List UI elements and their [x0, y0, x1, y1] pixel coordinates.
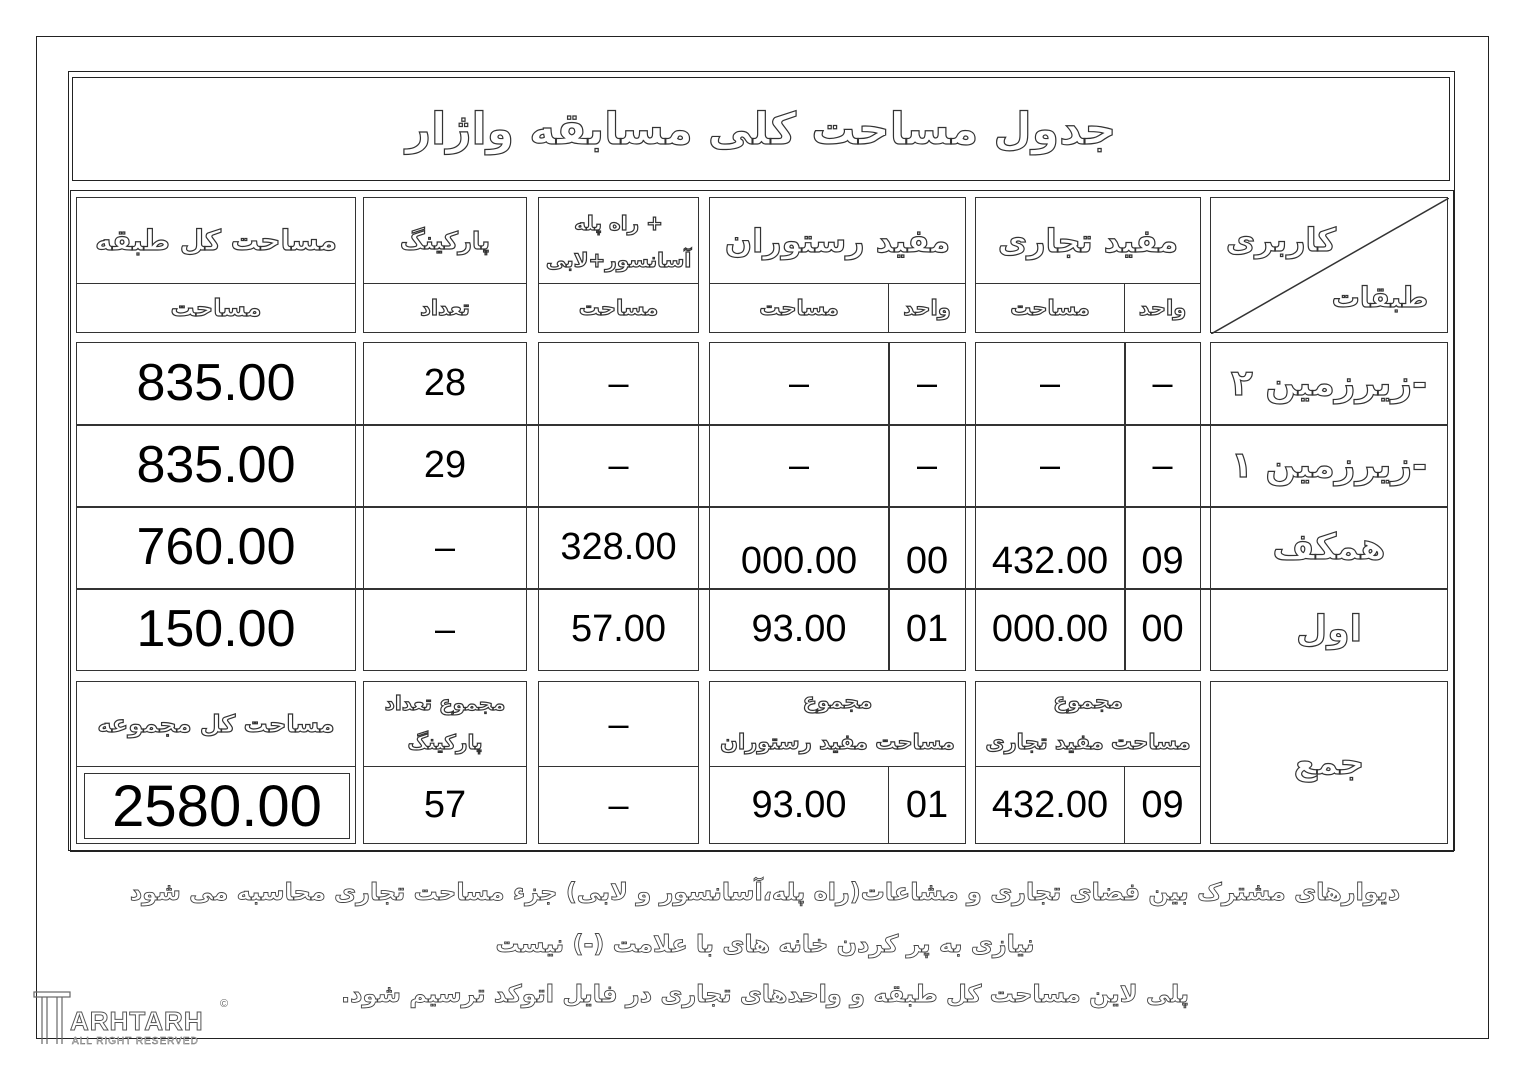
header-floors-label: طبقات [1331, 281, 1429, 314]
summary-commercial-line2: مساحت مفید تجاری [985, 730, 1191, 754]
row-com-unit: 09 [1141, 539, 1184, 582]
summary-parking-line2: پارکینگ [407, 730, 483, 754]
summary-commercial-unit: 09 [1141, 783, 1184, 826]
header-restaurant-label: مفید رستوران [724, 221, 951, 260]
header-total-area: مساحت [170, 294, 262, 322]
row-parking: – [434, 526, 456, 567]
row-total: 835.00 [136, 354, 296, 412]
row-res-area: 93.00 [751, 607, 847, 650]
row-res-unit: 01 [905, 607, 949, 650]
page-title: جدول مساحت کلی مسابقه واژار [405, 103, 1117, 155]
header-commercial-label: مفید تجاری [997, 221, 1179, 260]
logo-text: ARHTARH [70, 1006, 204, 1036]
summary-stairs-top-dash: – [608, 703, 629, 744]
header-parking-label: پارکینگ [400, 226, 490, 255]
row-total: 835.00 [136, 436, 296, 494]
summary-restaurant-line2: مساحت مفید رستوران [720, 730, 955, 754]
grand-total-value: 2580.00 [112, 773, 322, 839]
header-stairs-area: مساحت [578, 296, 659, 320]
row-stairs: – [608, 444, 629, 485]
row-floor-label: زیرزمین ۲- [1230, 362, 1428, 404]
summary-total-label: مساحت کل مجموعه [97, 710, 335, 738]
row-stairs: – [608, 362, 629, 403]
summary-stairs-bottom-dash: – [608, 784, 629, 825]
row-res-area: 000.00 [740, 539, 858, 582]
logo-copyright: © [220, 998, 229, 1010]
summary-parking-total: 57 [423, 783, 467, 826]
brand-logo [30, 988, 240, 1050]
row-parking: 28 [423, 361, 467, 404]
row-res-area: – [788, 444, 810, 485]
summary-parking-line1: مجموع تعداد [384, 691, 506, 715]
row-floor-label: زیرزمین ۱- [1230, 444, 1428, 486]
note-line-3: پلی لاین مساحت کل طبقه و واحدهای تجاری در فایل اتوکد ترسیم شود. [340, 980, 1190, 1008]
column-icon [30, 988, 74, 1048]
logo-subtext: ALL RIGHT RESERVED [72, 1036, 199, 1047]
summary-label: جمع [1293, 742, 1365, 783]
header-commercial-unit: واحد [1138, 296, 1187, 320]
row-parking: 29 [423, 443, 467, 486]
row-com-area: – [1039, 444, 1061, 485]
row-stairs: 328.00 [560, 525, 677, 568]
row-total: 150.00 [136, 600, 296, 658]
row-com-area: 432.00 [991, 539, 1109, 582]
summary-commercial-area: 432.00 [991, 783, 1109, 826]
row-com-area: – [1039, 362, 1061, 403]
row-res-unit: – [916, 444, 938, 485]
row-res-area: – [788, 362, 810, 403]
header-stairs-line1: راه پله + [574, 211, 663, 235]
header-parking-count: تعداد [420, 296, 470, 320]
row-com-unit: 00 [1141, 607, 1184, 650]
row-com-area: 000.00 [991, 607, 1109, 650]
row-com-unit: – [1152, 362, 1173, 403]
summary-restaurant-unit: 01 [905, 783, 949, 826]
row-floor-label: اول [1296, 608, 1362, 650]
header-usage-label: کاربری [1225, 221, 1337, 259]
note-line-2: نیازی به پر کردن خانه های با علامت (-) نیست [495, 930, 1035, 958]
row-res-unit: 00 [905, 539, 949, 582]
row-stairs: 57.00 [570, 607, 667, 650]
row-floor-label: همکف [1272, 526, 1386, 568]
summary-commercial-line1: مجموع [1053, 689, 1123, 713]
note-line-1: دیوارهای مشترک بین فضای تجاری و مشاعات(راه پله،آسانسور و لابی) جزء مساحت تجاری محاسبه می شود [129, 878, 1401, 906]
header-total-label: مساحت کل طبقه [95, 224, 337, 257]
header-stairs-line2: آسانسور+لابی [545, 248, 692, 272]
summary-restaurant-line1: مجموع [802, 689, 873, 713]
header-restaurant-unit: واحد [903, 296, 951, 320]
row-com-unit: – [1152, 444, 1173, 485]
row-total: 760.00 [136, 518, 296, 576]
header-restaurant-area: مساحت [759, 296, 839, 320]
summary-restaurant-area: 93.00 [751, 783, 847, 826]
row-res-unit: – [916, 362, 938, 403]
header-commercial-area: مساحت [1010, 296, 1090, 320]
row-parking: – [434, 608, 456, 649]
